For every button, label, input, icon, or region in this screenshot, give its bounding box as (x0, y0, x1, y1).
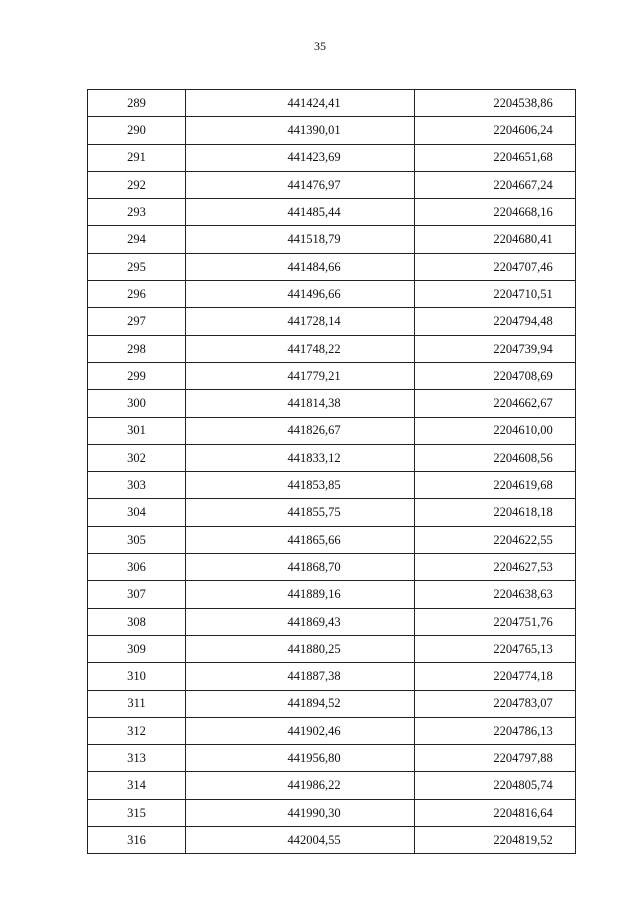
y-coordinate-value: 2204651,68 (493, 150, 553, 165)
x-coordinate-cell (186, 417, 415, 444)
x-coordinate-value: 441880,25 (287, 641, 341, 656)
x-coordinate-cell (186, 226, 415, 253)
y-coordinate-cell (415, 690, 576, 717)
x-coordinate-value: 441485,44 (287, 205, 341, 220)
x-coordinate-cell (186, 717, 415, 744)
point-number-value: 301 (127, 423, 146, 438)
x-coordinate-value: 441853,85 (287, 478, 341, 493)
point-number-value: 300 (127, 396, 146, 411)
point-number-cell (88, 717, 186, 744)
x-coordinate-value: 441956,80 (287, 751, 341, 766)
y-coordinate-value: 2204667,24 (493, 177, 553, 192)
point-number-value: 304 (127, 505, 146, 520)
y-coordinate-value: 2204797,88 (493, 751, 553, 766)
y-coordinate-cell (415, 717, 576, 744)
x-coordinate-cell (186, 253, 415, 280)
point-number-cell (88, 171, 186, 198)
y-coordinate-value: 2204618,18 (493, 505, 553, 520)
point-number-cell (88, 745, 186, 772)
point-number-value: 290 (127, 123, 146, 138)
point-number-value: 305 (127, 532, 146, 547)
x-coordinate-cell (186, 117, 415, 144)
x-coordinate-cell (186, 308, 415, 335)
y-coordinate-cell (415, 253, 576, 280)
point-number-cell (88, 581, 186, 608)
point-number-cell (88, 199, 186, 226)
point-number-cell (88, 117, 186, 144)
table-row (88, 226, 576, 253)
y-coordinate-value: 2204680,41 (493, 232, 553, 247)
x-coordinate-value: 441779,21 (287, 368, 341, 383)
y-coordinate-value: 2204610,00 (493, 423, 553, 438)
table-row (88, 117, 576, 144)
point-number-value: 297 (127, 314, 146, 329)
x-coordinate-value: 441826,67 (287, 423, 341, 438)
point-number-cell (88, 827, 186, 854)
table-row (88, 663, 576, 690)
x-coordinate-cell (186, 362, 415, 389)
x-coordinate-value: 441990,30 (287, 805, 341, 820)
x-coordinate-value: 441902,46 (287, 723, 341, 738)
point-number-value: 311 (127, 696, 146, 711)
x-coordinate-value: 441390,01 (287, 123, 341, 138)
table-row (88, 308, 576, 335)
table-row (88, 499, 576, 526)
table-row (88, 90, 576, 117)
point-number-cell (88, 608, 186, 635)
y-coordinate-cell (415, 199, 576, 226)
point-number-value: 291 (127, 150, 146, 165)
point-number-cell (88, 526, 186, 553)
y-coordinate-cell (415, 635, 576, 662)
y-coordinate-cell (415, 308, 576, 335)
point-number-cell (88, 663, 186, 690)
point-number-value: 294 (127, 232, 146, 247)
table-row (88, 417, 576, 444)
point-number-value: 308 (127, 614, 146, 629)
y-coordinate-cell (415, 581, 576, 608)
point-number-cell (88, 390, 186, 417)
x-coordinate-value: 441424,41 (287, 95, 341, 110)
y-coordinate-cell (415, 171, 576, 198)
table-row (88, 745, 576, 772)
y-coordinate-cell (415, 554, 576, 581)
x-coordinate-cell (186, 90, 415, 117)
y-coordinate-cell (415, 745, 576, 772)
x-coordinate-cell (186, 444, 415, 471)
table-row (88, 390, 576, 417)
point-number-value: 289 (127, 95, 146, 110)
table-row (88, 362, 576, 389)
y-coordinate-value: 2204751,76 (493, 614, 553, 629)
point-number-value: 313 (127, 751, 146, 766)
x-coordinate-value: 441865,66 (287, 532, 341, 547)
table-row (88, 635, 576, 662)
table-row (88, 472, 576, 499)
x-coordinate-cell (186, 581, 415, 608)
x-coordinate-cell (186, 799, 415, 826)
y-coordinate-cell (415, 281, 576, 308)
x-coordinate-value: 441814,38 (287, 396, 341, 411)
y-coordinate-cell (415, 362, 576, 389)
point-number-value: 303 (127, 478, 146, 493)
table-row (88, 772, 576, 799)
point-number-value: 295 (127, 259, 146, 274)
y-coordinate-cell (415, 608, 576, 635)
table-row (88, 171, 576, 198)
x-coordinate-cell (186, 281, 415, 308)
x-coordinate-cell (186, 335, 415, 362)
y-coordinate-cell (415, 90, 576, 117)
x-coordinate-cell (186, 171, 415, 198)
y-coordinate-cell (415, 117, 576, 144)
y-coordinate-cell (415, 226, 576, 253)
y-coordinate-cell (415, 144, 576, 171)
point-number-cell (88, 253, 186, 280)
table-row (88, 526, 576, 553)
point-number-cell (88, 90, 186, 117)
y-coordinate-value: 2204668,16 (493, 205, 553, 220)
y-coordinate-value: 2204805,74 (493, 778, 553, 793)
point-number-value: 292 (127, 177, 146, 192)
table-row (88, 144, 576, 171)
y-coordinate-value: 2204606,24 (493, 123, 553, 138)
y-coordinate-value: 2204774,18 (493, 669, 553, 684)
point-number-cell (88, 308, 186, 335)
table-row (88, 335, 576, 362)
x-coordinate-cell (186, 199, 415, 226)
x-coordinate-cell (186, 663, 415, 690)
point-number-value: 312 (127, 723, 146, 738)
x-coordinate-value: 441855,75 (287, 505, 341, 520)
table-row (88, 281, 576, 308)
point-number-value: 299 (127, 368, 146, 383)
x-coordinate-value: 441484,66 (287, 259, 341, 274)
y-coordinate-value: 2204710,51 (493, 286, 553, 301)
table-row (88, 690, 576, 717)
point-number-value: 314 (127, 778, 146, 793)
page-number: 35 (314, 39, 326, 53)
point-number-cell (88, 444, 186, 471)
y-coordinate-cell (415, 499, 576, 526)
point-number-value: 296 (127, 286, 146, 301)
point-number-cell (88, 799, 186, 826)
y-coordinate-value: 2204765,13 (493, 641, 553, 656)
point-number-cell (88, 635, 186, 662)
x-coordinate-cell (186, 390, 415, 417)
y-coordinate-value: 2204708,69 (493, 368, 553, 383)
x-coordinate-value: 441869,43 (287, 614, 341, 629)
y-coordinate-cell (415, 663, 576, 690)
y-coordinate-value: 2204816,64 (493, 805, 553, 820)
y-coordinate-cell (415, 335, 576, 362)
y-coordinate-value: 2204739,94 (493, 341, 553, 356)
y-coordinate-value: 2204783,07 (493, 696, 553, 711)
point-number-value: 309 (127, 641, 146, 656)
point-number-cell (88, 690, 186, 717)
table-row (88, 444, 576, 471)
table-row (88, 608, 576, 635)
point-number-cell (88, 472, 186, 499)
point-number-cell (88, 772, 186, 799)
y-coordinate-cell (415, 390, 576, 417)
y-coordinate-cell (415, 526, 576, 553)
point-number-cell (88, 362, 186, 389)
table-row (88, 199, 576, 226)
y-coordinate-value: 2204819,52 (493, 832, 553, 847)
x-coordinate-value: 441728,14 (287, 314, 341, 329)
point-number-value: 307 (127, 587, 146, 602)
x-coordinate-cell (186, 526, 415, 553)
y-coordinate-value: 2204794,48 (493, 314, 553, 329)
y-coordinate-value: 2204627,53 (493, 559, 553, 574)
x-coordinate-value: 441496,66 (287, 286, 341, 301)
point-number-value: 298 (127, 341, 146, 356)
table-row (88, 581, 576, 608)
x-coordinate-value: 441423,69 (287, 150, 341, 165)
y-coordinate-cell (415, 799, 576, 826)
x-coordinate-value: 441833,12 (287, 450, 341, 465)
y-coordinate-value: 2204538,86 (493, 95, 553, 110)
point-number-value: 316 (127, 832, 146, 847)
point-number-value: 310 (127, 669, 146, 684)
table-row (88, 717, 576, 744)
point-number-cell (88, 417, 186, 444)
y-coordinate-value: 2204608,56 (493, 450, 553, 465)
point-number-cell (88, 554, 186, 581)
x-coordinate-value: 442004,55 (287, 832, 341, 847)
y-coordinate-cell (415, 472, 576, 499)
x-coordinate-cell (186, 144, 415, 171)
y-coordinate-value: 2204707,46 (493, 259, 553, 274)
y-coordinate-cell (415, 772, 576, 799)
x-coordinate-cell (186, 499, 415, 526)
x-coordinate-value: 441986,22 (287, 778, 341, 793)
y-coordinate-cell (415, 444, 576, 471)
x-coordinate-value: 441518,79 (287, 232, 341, 247)
y-coordinate-cell (415, 827, 576, 854)
point-number-cell (88, 144, 186, 171)
y-coordinate-value: 2204638,63 (493, 587, 553, 602)
point-number-cell (88, 281, 186, 308)
table-row (88, 253, 576, 280)
y-coordinate-value: 2204622,55 (493, 532, 553, 547)
point-number-value: 315 (127, 805, 146, 820)
x-coordinate-cell (186, 690, 415, 717)
table-row (88, 827, 576, 854)
point-number-cell (88, 499, 186, 526)
y-coordinate-value: 2204619,68 (493, 478, 553, 493)
x-coordinate-value: 441887,38 (287, 669, 341, 684)
point-number-cell (88, 335, 186, 362)
y-coordinate-value: 2204662,67 (493, 396, 553, 411)
x-coordinate-value: 441894,52 (287, 696, 341, 711)
x-coordinate-cell (186, 554, 415, 581)
x-coordinate-cell (186, 827, 415, 854)
coordinates-table (87, 89, 576, 854)
point-number-cell (88, 226, 186, 253)
x-coordinate-value: 441889,16 (287, 587, 341, 602)
table-row (88, 799, 576, 826)
point-number-value: 302 (127, 450, 146, 465)
coordinates-table-body (88, 90, 576, 854)
x-coordinate-value: 441748,22 (287, 341, 341, 356)
x-coordinate-cell (186, 608, 415, 635)
x-coordinate-cell (186, 772, 415, 799)
x-coordinate-cell (186, 472, 415, 499)
y-coordinate-cell (415, 417, 576, 444)
table-row (88, 554, 576, 581)
x-coordinate-value: 441476,97 (287, 177, 341, 192)
point-number-value: 293 (127, 205, 146, 220)
x-coordinate-value: 441868,70 (287, 559, 341, 574)
point-number-value: 306 (127, 559, 146, 574)
x-coordinate-cell (186, 635, 415, 662)
y-coordinate-value: 2204786,13 (493, 723, 553, 738)
x-coordinate-cell (186, 745, 415, 772)
